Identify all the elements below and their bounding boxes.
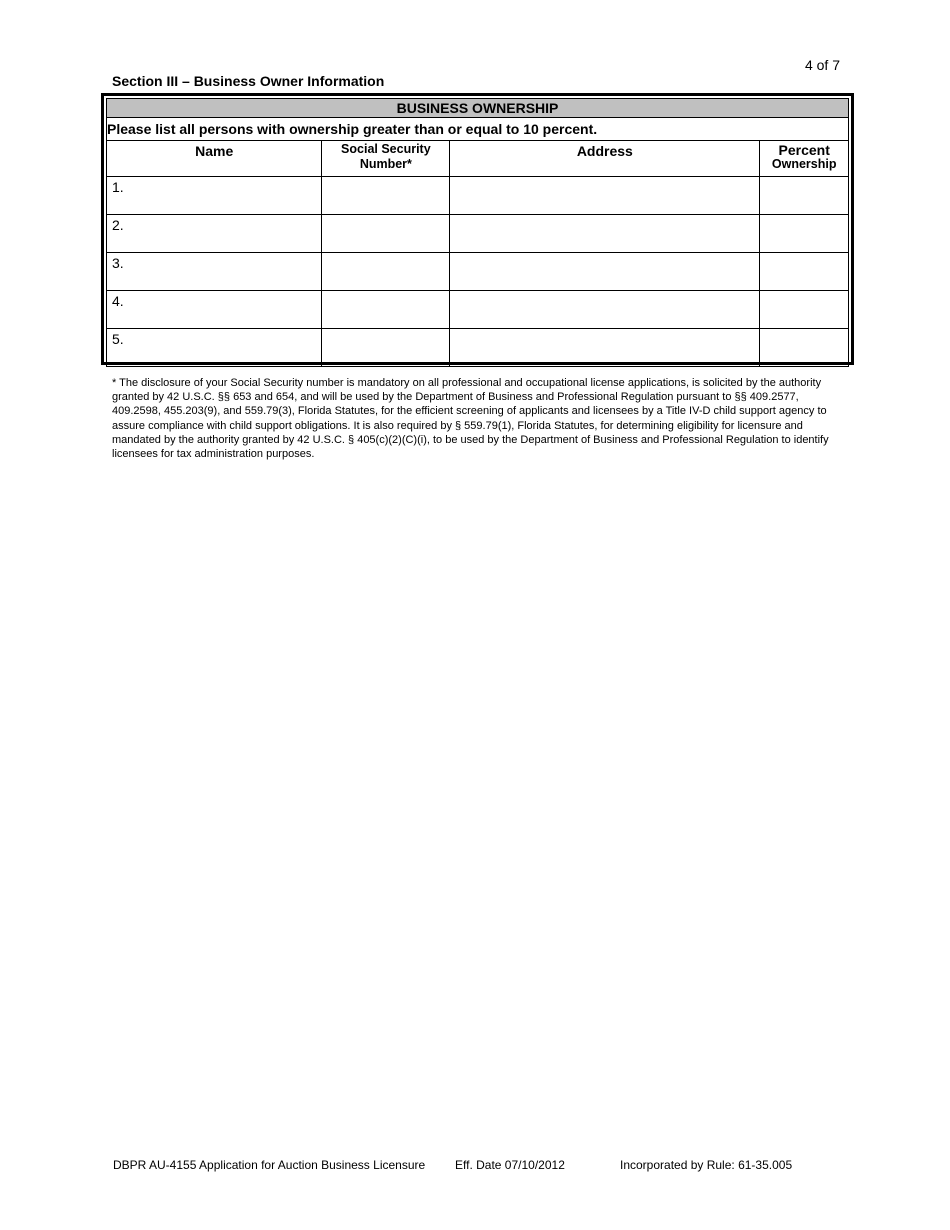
owner-name-cell[interactable]: [107, 215, 322, 253]
owner-ssn-cell[interactable]: [322, 291, 450, 329]
footer-form-id: DBPR AU-4155 Application for Auction Business Licensure: [113, 1158, 426, 1172]
column-header-percent-line1: Percent: [778, 142, 830, 158]
owner-row: [107, 291, 849, 329]
column-header-ssn: [322, 141, 450, 177]
owner-ssn-cell[interactable]: [322, 215, 450, 253]
column-header-address: Address: [450, 141, 760, 177]
column-header-ssn-line1: Social Security: [341, 142, 431, 156]
row-number: 5.: [112, 331, 124, 347]
owner-address-cell[interactable]: [450, 329, 760, 367]
owner-row: [107, 329, 849, 367]
owner-name-cell[interactable]: [107, 329, 322, 367]
page-number: 4 of 7: [804, 57, 840, 73]
owner-address-cell[interactable]: [450, 253, 760, 291]
row-number: 3.: [112, 255, 124, 271]
owner-name-cell[interactable]: [107, 291, 322, 329]
row-number: 4.: [112, 293, 124, 309]
owner-ssn-cell[interactable]: [322, 177, 450, 215]
footer-rule: Incorporated by Rule: 61-35.005: [620, 1158, 793, 1172]
owner-percent-cell[interactable]: [760, 253, 849, 291]
table-caption: BUSINESS OWNERSHIP: [107, 99, 849, 118]
column-header-percent: [760, 141, 849, 177]
owner-address-cell[interactable]: [450, 215, 760, 253]
section-title: Section III – Business Owner Information: [112, 73, 385, 89]
column-header-name: Name: [107, 141, 322, 177]
row-number: 2.: [112, 217, 124, 233]
business-ownership-table: [106, 98, 849, 367]
column-header-percent-line2: Ownership: [771, 157, 837, 171]
table-instruction: Please list all persons with ownership greater than or equal to 10 percent.: [107, 118, 849, 141]
business-ownership-table-frame: [101, 93, 854, 365]
owner-name-cell[interactable]: [107, 177, 322, 215]
owner-ssn-cell[interactable]: [322, 253, 450, 291]
column-header-ssn-line2: Number*: [359, 157, 412, 171]
owner-percent-cell[interactable]: [760, 329, 849, 367]
owner-percent-cell[interactable]: [760, 215, 849, 253]
owner-row: [107, 177, 849, 215]
owner-ssn-cell[interactable]: [322, 329, 450, 367]
owner-row: [107, 253, 849, 291]
owner-address-cell[interactable]: [450, 291, 760, 329]
owner-name-cell[interactable]: [107, 253, 322, 291]
owner-percent-cell[interactable]: [760, 291, 849, 329]
owner-row: [107, 215, 849, 253]
footer-effective-date: Eff. Date 07/10/2012: [455, 1158, 565, 1172]
owner-percent-cell[interactable]: [760, 177, 849, 215]
ssn-disclosure-note: * The disclosure of your Social Security number is mandatory on all professional and occupational license applications, is solicited by the authority granted by 42 U.S.C. §§ 653 and 654, and will be used by the Department of Business and Professional Regulation pursuant to §§ 409.2577, 409.2598, 455.203(9), and 559.79(3), Florida Statutes, for the efficient screening of applicants and licensees by a Title IV-D child support agency to assure compliance with child support obligations. It is also required by § 559.79(1), Florida Statutes, for determining eligibility for licensure and mandated by the authority granted by 42 U.S.C. § 405(c)(2)(C)(i), to be used by the Department of Business and Professional Regulation to identify licensees for tax administration purposes.: [112, 377, 829, 461]
owner-address-cell[interactable]: [450, 177, 760, 215]
row-number: 1.: [112, 179, 124, 195]
